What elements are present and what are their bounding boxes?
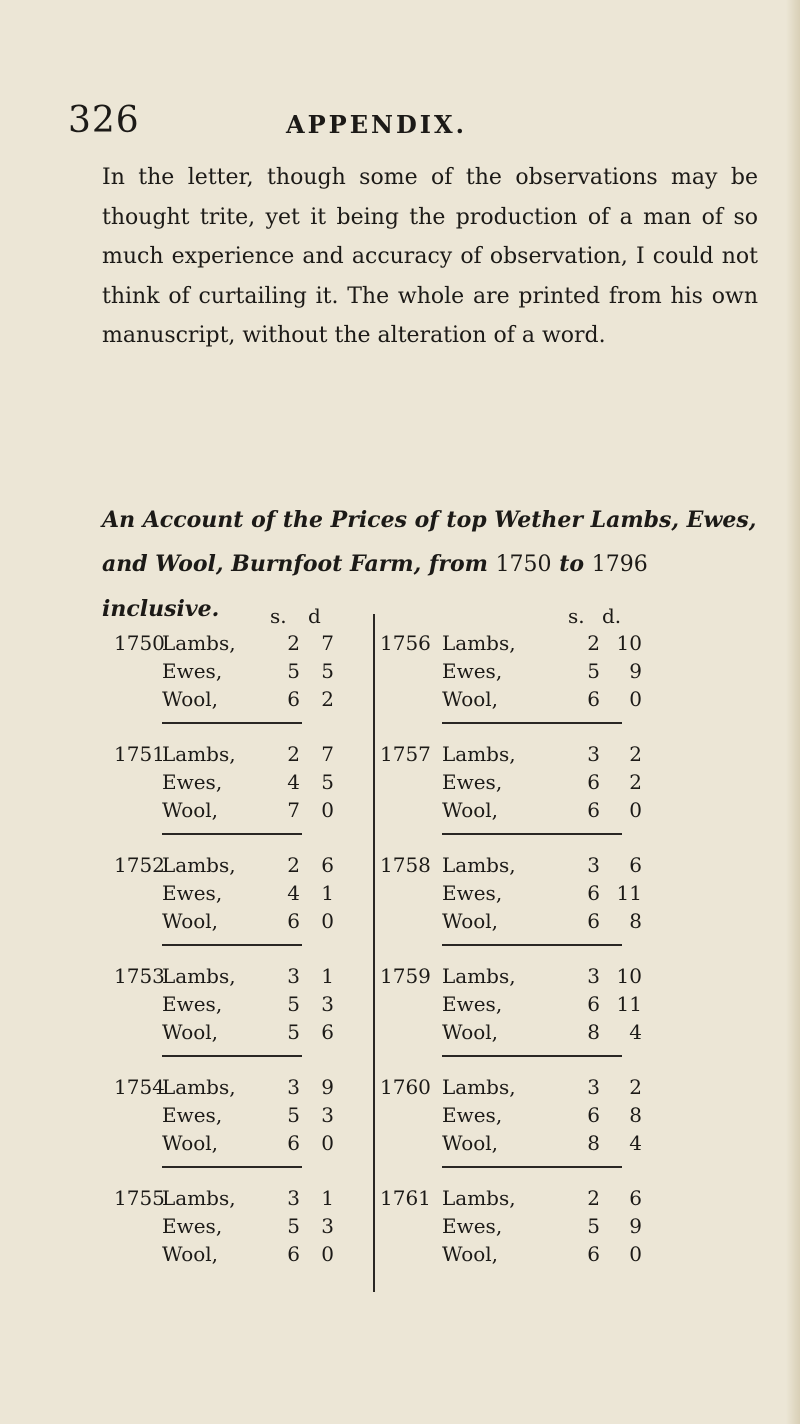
year-group-1752 <box>114 852 368 948</box>
shillings-value: 3 <box>587 853 600 877</box>
unit-header-right <box>380 604 736 630</box>
pence-value: 8 <box>629 909 642 933</box>
group-rule <box>162 1166 302 1168</box>
table-row <box>380 630 736 656</box>
year-label: 1758 <box>380 853 431 877</box>
shillings-value: 6 <box>587 1242 600 1266</box>
shillings-unit: s. <box>568 604 585 628</box>
group-rule <box>442 833 622 835</box>
table-row <box>114 797 368 823</box>
shillings-value: 7 <box>287 798 300 822</box>
shillings-value: 8 <box>587 1131 600 1155</box>
body-paragraph: In the letter, though some of the observations may be thought trite, yet it being the production of a man of so much experience and accuracy of observation, I could not think of curtailing it. The whole are printed from his own manuscript, without the alteration of a word. <box>102 165 758 348</box>
table-row <box>114 1102 368 1128</box>
shillings-value: 4 <box>287 881 300 905</box>
table-row <box>114 991 368 1017</box>
item-label: Wool, <box>162 909 219 933</box>
pence-value: 7 <box>321 631 334 655</box>
year-label: 1756 <box>380 631 431 655</box>
item-label: Wool, <box>442 1242 499 1266</box>
shillings-value: 5 <box>287 1020 300 1044</box>
shillings-unit: s. <box>270 604 287 628</box>
pence-value: 5 <box>321 770 334 794</box>
table-row <box>114 1241 368 1267</box>
pence-unit: d <box>308 604 321 628</box>
shillings-value: 5 <box>287 659 300 683</box>
table-row <box>114 741 368 767</box>
item-label: Ewes, <box>442 1214 503 1238</box>
table-row <box>380 1074 736 1100</box>
item-label: Lambs, <box>442 853 516 877</box>
column-divider <box>373 614 375 1292</box>
table-row <box>380 658 736 684</box>
shillings-value: 6 <box>587 1103 600 1127</box>
item-label: Lambs, <box>442 1075 516 1099</box>
shillings-value: 2 <box>587 631 600 655</box>
item-label: Wool, <box>442 1020 499 1044</box>
table-title-text: An Account of the Prices of top Wether Lambs, Ewes, and Wool, Burnfoot Farm, from <box>102 507 757 577</box>
item-label: Lambs, <box>442 964 516 988</box>
table-row <box>114 630 368 656</box>
table-row <box>114 880 368 906</box>
item-label: Wool, <box>162 1131 219 1155</box>
year-group-1751 <box>114 741 368 837</box>
pence-value: 10 <box>616 964 642 988</box>
shillings-value: 6 <box>587 770 600 794</box>
pence-value: 0 <box>321 909 334 933</box>
item-label: Wool, <box>442 1131 499 1155</box>
year-label: 1751 <box>114 742 165 766</box>
item-label: Ewes, <box>162 770 223 794</box>
pence-value: 6 <box>321 853 334 877</box>
item-label: Lambs, <box>442 742 516 766</box>
pence-value: 3 <box>321 992 334 1016</box>
unit-header-left <box>114 604 368 630</box>
shillings-value: 3 <box>587 964 600 988</box>
year-label: 1759 <box>380 964 431 988</box>
item-label: Ewes, <box>162 1103 223 1127</box>
pence-value: 0 <box>321 1131 334 1155</box>
pence-unit: d. <box>602 604 622 628</box>
shillings-value: 3 <box>287 964 300 988</box>
item-label: Wool, <box>442 687 499 711</box>
page-number: 326 <box>68 100 140 141</box>
shillings-value: 6 <box>287 1131 300 1155</box>
year-group-1753 <box>114 963 368 1059</box>
pence-value: 2 <box>321 687 334 711</box>
year-group-1750 <box>114 630 368 726</box>
shillings-value: 6 <box>587 992 600 1016</box>
shillings-value: 2 <box>287 853 300 877</box>
pence-value: 9 <box>629 1214 642 1238</box>
table-row <box>114 963 368 989</box>
year-group-1755 <box>114 1185 368 1281</box>
item-label: Ewes, <box>442 770 503 794</box>
shillings-value: 8 <box>587 1020 600 1044</box>
shillings-value: 3 <box>287 1075 300 1099</box>
year-label: 1750 <box>114 631 165 655</box>
table-title-year-from: 1750 <box>495 552 552 577</box>
shillings-value: 6 <box>587 798 600 822</box>
item-label: Lambs, <box>162 964 236 988</box>
group-rule <box>162 833 302 835</box>
table-row <box>380 1241 736 1267</box>
table-row <box>380 963 736 989</box>
year-label: 1760 <box>380 1075 431 1099</box>
item-label: Lambs, <box>162 631 236 655</box>
item-label: Wool, <box>162 798 219 822</box>
shillings-value: 5 <box>287 1214 300 1238</box>
item-label: Wool, <box>162 1020 219 1044</box>
shillings-value: 3 <box>287 1186 300 1210</box>
pence-value: 0 <box>629 1242 642 1266</box>
table-row <box>380 991 736 1017</box>
group-rule <box>162 944 302 946</box>
table-row <box>380 1185 736 1211</box>
item-label: Lambs, <box>162 853 236 877</box>
shillings-value: 6 <box>287 909 300 933</box>
year-label: 1755 <box>114 1186 165 1210</box>
pence-value: 3 <box>321 1214 334 1238</box>
table-row <box>114 769 368 795</box>
shillings-value: 6 <box>287 687 300 711</box>
pence-value: 4 <box>629 1020 642 1044</box>
table-title-to: to <box>551 551 592 577</box>
pence-value: 6 <box>629 853 642 877</box>
item-label: Lambs, <box>162 742 236 766</box>
item-label: Ewes, <box>442 659 503 683</box>
table-row <box>380 686 736 712</box>
group-rule <box>162 722 302 724</box>
item-label: Ewes, <box>442 881 503 905</box>
pence-value: 2 <box>629 770 642 794</box>
item-label: Wool, <box>162 687 219 711</box>
table-row <box>380 1102 736 1128</box>
item-label: Ewes, <box>162 992 223 1016</box>
item-label: Ewes, <box>162 659 223 683</box>
table-row <box>114 1130 368 1156</box>
table-row <box>114 1185 368 1211</box>
group-rule <box>442 1055 622 1057</box>
table-row <box>380 769 736 795</box>
year-group-1759 <box>380 963 736 1059</box>
year-group-1754 <box>114 1074 368 1170</box>
table-row <box>114 852 368 878</box>
table-row <box>380 741 736 767</box>
group-rule <box>442 722 622 724</box>
pence-value: 0 <box>629 798 642 822</box>
year-group-1756 <box>380 630 736 726</box>
table-row <box>114 1074 368 1100</box>
shillings-value: 2 <box>287 742 300 766</box>
table-row <box>114 1213 368 1239</box>
item-label: Ewes, <box>162 1214 223 1238</box>
year-group-1760 <box>380 1074 736 1170</box>
shillings-value: 5 <box>587 1214 600 1238</box>
pence-value: 8 <box>629 1103 642 1127</box>
year-label: 1752 <box>114 853 165 877</box>
pence-value: 11 <box>616 881 642 905</box>
group-rule <box>442 1166 622 1168</box>
price-table <box>114 604 734 1294</box>
page-edge-shadow <box>786 0 800 1424</box>
shillings-value: 6 <box>287 1242 300 1266</box>
pence-value: 0 <box>629 687 642 711</box>
item-label: Ewes, <box>442 992 503 1016</box>
shillings-value: 5 <box>287 992 300 1016</box>
group-rule <box>442 944 622 946</box>
table-row <box>380 852 736 878</box>
pence-value: 1 <box>321 881 334 905</box>
pence-value: 9 <box>629 659 642 683</box>
year-group-1761 <box>380 1185 736 1281</box>
shillings-value: 6 <box>587 687 600 711</box>
shillings-value: 4 <box>287 770 300 794</box>
table-row <box>380 1019 736 1045</box>
item-label: Wool, <box>442 798 499 822</box>
table-row <box>380 797 736 823</box>
right-column <box>380 604 736 1294</box>
pence-value: 5 <box>321 659 334 683</box>
pence-value: 3 <box>321 1103 334 1127</box>
group-rule <box>162 1055 302 1057</box>
pence-value: 0 <box>321 798 334 822</box>
pence-value: 1 <box>321 1186 334 1210</box>
shillings-value: 2 <box>587 1186 600 1210</box>
pence-value: 6 <box>321 1020 334 1044</box>
pence-value: 9 <box>321 1075 334 1099</box>
shillings-value: 6 <box>587 909 600 933</box>
shillings-value: 6 <box>587 881 600 905</box>
table-row <box>114 1019 368 1045</box>
page-header <box>0 100 800 160</box>
pence-value: 7 <box>321 742 334 766</box>
item-label: Lambs, <box>162 1186 236 1210</box>
table-row <box>114 908 368 934</box>
table-title-inclusive: inclusive. <box>102 596 220 622</box>
shillings-value: 5 <box>587 659 600 683</box>
year-label: 1757 <box>380 742 431 766</box>
table-row <box>380 1130 736 1156</box>
item-label: Wool, <box>442 909 499 933</box>
shillings-value: 3 <box>587 742 600 766</box>
year-label: 1761 <box>380 1186 431 1210</box>
pence-value: 10 <box>616 631 642 655</box>
running-head: APPENDIX. <box>286 110 467 139</box>
pence-value: 4 <box>629 1131 642 1155</box>
item-label: Ewes, <box>442 1103 503 1127</box>
item-label: Lambs, <box>442 631 516 655</box>
year-label: 1754 <box>114 1075 165 1099</box>
table-row <box>380 880 736 906</box>
shillings-value: 5 <box>287 1103 300 1127</box>
year-label: 1753 <box>114 964 165 988</box>
shillings-value: 3 <box>587 1075 600 1099</box>
item-label: Lambs, <box>442 1186 516 1210</box>
pence-value: 2 <box>629 1075 642 1099</box>
table-title-year-to: 1796 <box>591 552 648 577</box>
item-label: Wool, <box>162 1242 219 1266</box>
pence-value: 1 <box>321 964 334 988</box>
pence-value: 0 <box>321 1242 334 1266</box>
year-group-1758 <box>380 852 736 948</box>
pence-value: 11 <box>616 992 642 1016</box>
table-row <box>114 658 368 684</box>
table-row <box>114 686 368 712</box>
left-column <box>114 604 368 1294</box>
table-row <box>380 1213 736 1239</box>
item-label: Lambs, <box>162 1075 236 1099</box>
pence-value: 2 <box>629 742 642 766</box>
shillings-value: 2 <box>287 631 300 655</box>
year-group-1757 <box>380 741 736 837</box>
item-label: Ewes, <box>162 881 223 905</box>
pence-value: 6 <box>629 1186 642 1210</box>
table-row <box>380 908 736 934</box>
